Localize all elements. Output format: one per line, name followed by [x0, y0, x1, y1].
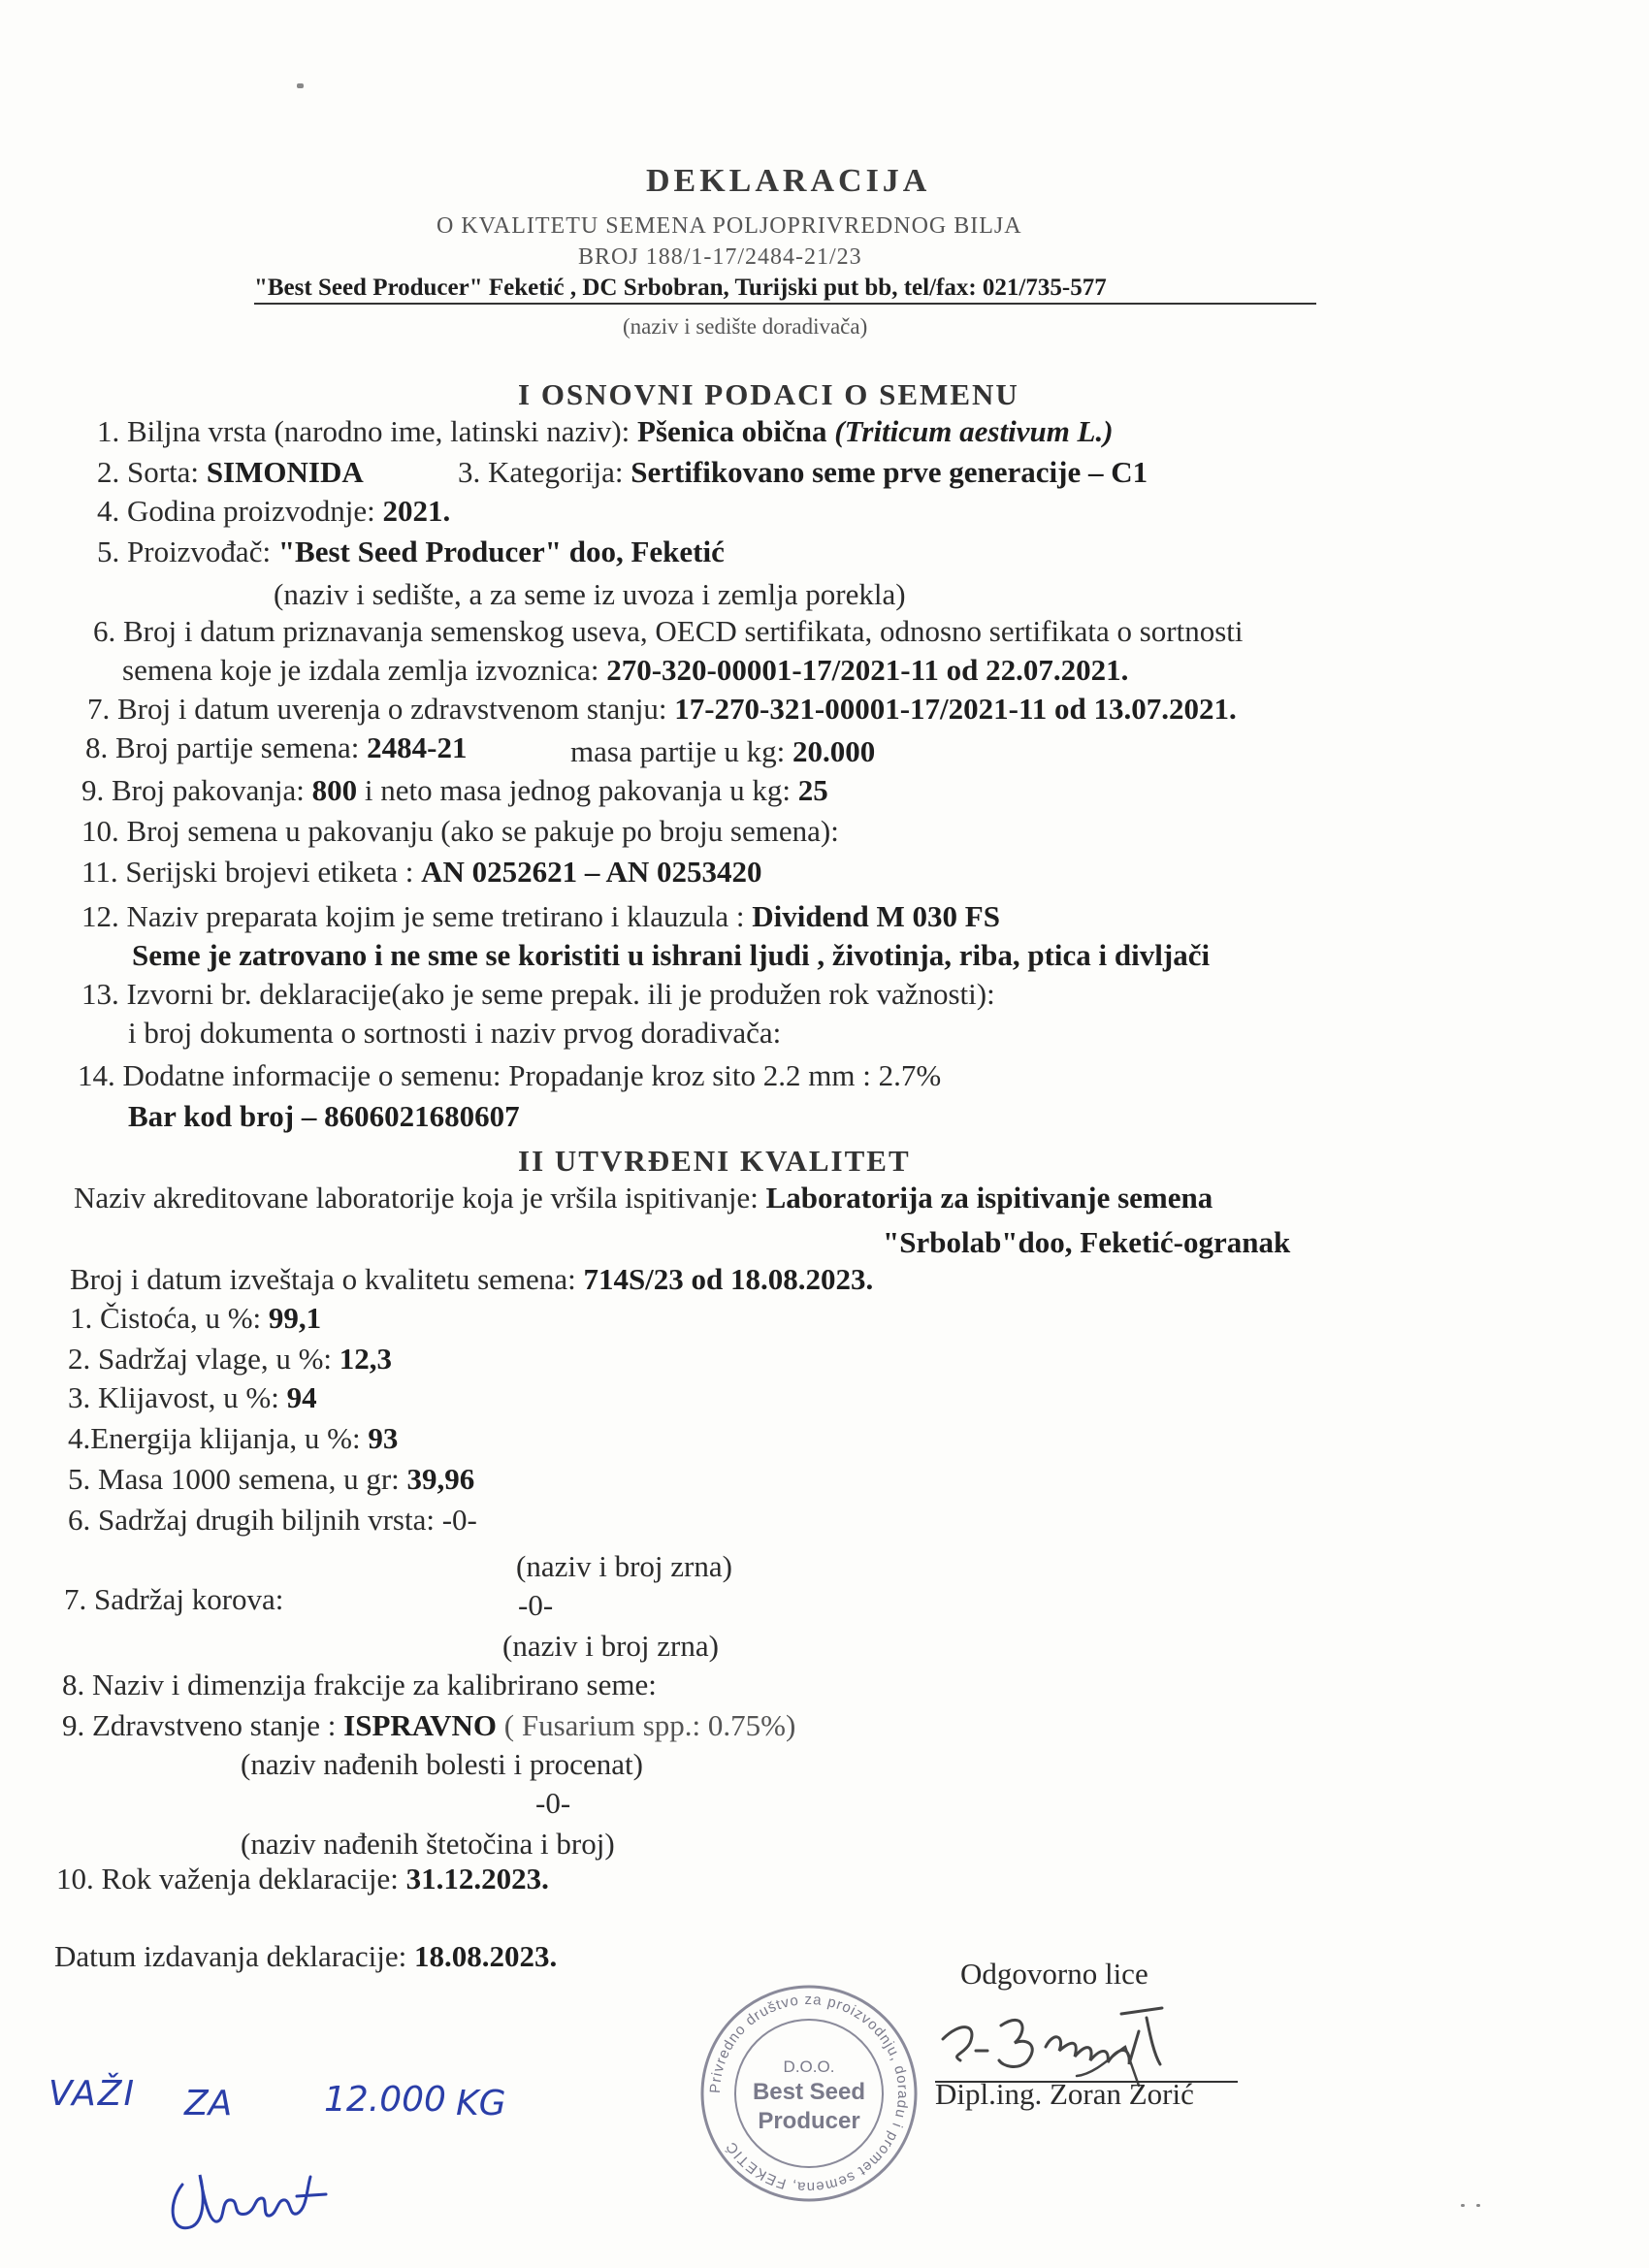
item9-mid: i neto masa jednog pakovanja u kg:	[357, 773, 798, 807]
item9-mass: 25	[797, 773, 828, 807]
q9	[62, 1707, 795, 1744]
item1-value: Pšenica obična	[637, 414, 835, 448]
q5-label: 5. Masa 1000 semena, u gr:	[68, 1462, 407, 1496]
responsible-name: Dipl.ing. Zoran Zorić	[935, 2077, 1194, 2111]
handwritten-note-kg: KG	[456, 2084, 506, 2123]
signature-graphic	[931, 1993, 1242, 2090]
item9	[81, 772, 828, 809]
item4-label: 4. Godina proizvodnje:	[97, 494, 383, 528]
q7: 7. Sadržaj korova:	[64, 1582, 284, 1616]
q5	[68, 1461, 474, 1498]
item5	[97, 534, 725, 570]
item5-caption: (naziv i sedište, a za seme iz uvoza i zemlja porekla)	[274, 577, 906, 611]
item7-label: 7. Broj i datum uverenja o zdravstvenom stanju:	[87, 692, 675, 726]
handwritten-note-amount: 12.000	[324, 2080, 446, 2120]
q9-extra: ( Fusarium spp.: 0.75%)	[497, 1708, 796, 1742]
stamp-ring-text: Privredno društvo za proizvodnju, doradu i promet semena, FEKETIĆ	[706, 1991, 912, 2196]
report	[70, 1261, 873, 1298]
handwritten-initials-graphic	[161, 2155, 355, 2243]
document-subtitle: O KVALITETU SEMENA POLJOPRIVREDNOG BILJA	[436, 213, 1022, 239]
report-value: 714S/23 od 18.08.2023.	[583, 1262, 874, 1296]
item9-value: 800	[311, 773, 358, 807]
report-label: Broj i datum izveštaja o kvalitetu semena:	[70, 1262, 584, 1296]
q2-value: 12,3	[339, 1342, 393, 1376]
declaration-number: BROJ 188/1-17/2484-21/23	[578, 244, 862, 270]
q10-label: 10. Rok važenja deklaracije:	[56, 1862, 406, 1895]
item4-value: 2021.	[382, 494, 451, 528]
item8-mass	[570, 733, 875, 770]
stamp-line3: Producer	[758, 2108, 860, 2134]
company-stamp	[695, 1979, 923, 2208]
q4-label: 4.Energija klijanja, u %:	[68, 1421, 369, 1455]
item6-line2	[122, 652, 1128, 689]
scan-speck	[1476, 2204, 1480, 2207]
handwritten-initials	[161, 2155, 355, 2243]
item8-mass-label: masa partije u kg:	[570, 734, 792, 768]
lab-value2: "Srbolab"doo, Feketić-ogranak	[883, 1225, 1291, 1259]
scan-speck	[297, 83, 304, 88]
section1-heading: I OSNOVNI PODACI O SEMENU	[518, 377, 1019, 411]
item3-label: 3. Kategorija:	[458, 455, 631, 489]
item14: 14. Dodatne informacije o semenu: Propadanje kroz sito 2.2 mm : 2.7%	[78, 1058, 942, 1092]
q9-value: ISPRAVNO	[343, 1708, 498, 1742]
q3-label: 3. Klijavost, u %:	[68, 1380, 287, 1414]
item1-label: 1. Biljna vrsta (narodno ime, latinski naziv):	[97, 414, 638, 448]
item12-label: 12. Naziv preparata kojim je seme tretirano i klauzula :	[81, 899, 753, 933]
item5-label: 5. Proizvođač:	[97, 535, 278, 568]
q3-value: 94	[286, 1380, 317, 1414]
issue-value: 18.08.2023.	[413, 1939, 558, 1973]
item11-value: AN 0252621 – AN 0253420	[421, 855, 762, 889]
q2	[68, 1341, 392, 1377]
q6: 6. Sadržaj drugih biljnih vrsta: -0-	[68, 1503, 477, 1537]
q3	[68, 1379, 317, 1416]
q9-caption2: (naziv nađenih štetočina i broj)	[241, 1827, 615, 1861]
item2-value: SIMONIDA	[206, 455, 364, 489]
q10	[56, 1861, 549, 1897]
lab-value1: Laboratorija za ispitivanje semena	[765, 1181, 1213, 1215]
item1	[97, 413, 1114, 450]
lab-line1	[74, 1180, 1212, 1216]
item2	[97, 454, 364, 491]
item3	[458, 454, 1148, 491]
q9-pest-value: -0-	[535, 1786, 571, 1820]
q1-label: 1. Čistoća, u %:	[70, 1301, 269, 1335]
item8-mass-value: 20.000	[792, 734, 876, 768]
item14-barcode: Bar kod broj – 8606021680607	[128, 1099, 520, 1133]
q2-label: 2. Sadržaj vlage, u %:	[68, 1342, 340, 1376]
item10: 10. Broj semena u pakovanju (ako se pakuje po broju semena):	[81, 814, 839, 848]
signature	[931, 1993, 1242, 2090]
item12	[81, 898, 1000, 935]
item2-label: 2. Sorta:	[97, 455, 207, 489]
item12-warning: Seme je zatrovano i ne sme se koristiti u ishrani ljudi , životinja, riba, ptica i divljači	[132, 938, 1211, 972]
item13-line2: i broj dokumenta o sortnosti i naziv prvog doradivača:	[128, 1016, 782, 1050]
stamp-line1: D.O.O.	[783, 2057, 835, 2076]
q5-value: 39,96	[406, 1462, 475, 1496]
item11-label: 11. Serijski brojevi etiketa :	[81, 855, 422, 889]
q6-caption: (naziv i broj zrna)	[516, 1549, 732, 1583]
item7-value: 17-270-321-00001-17/2021-11 od 13.07.2021.	[674, 692, 1237, 726]
q9-caption1: (naziv nađenih bolesti i procenat)	[241, 1747, 643, 1781]
item4	[97, 493, 450, 530]
lab-label: Naziv akreditovane laboratorije koja je vršila ispitivanje:	[74, 1181, 766, 1215]
q1	[70, 1300, 321, 1337]
item6-line1: 6. Broj i datum priznavanja semenskog useva, OECD sertifikata, odnosno sertifikata o sortnosti	[93, 614, 1244, 648]
item8	[85, 729, 467, 766]
item1-latin: (Triticum aestivum L.)	[834, 414, 1114, 448]
issue-date	[54, 1938, 557, 1975]
document-title: DEKLARACIJA	[646, 163, 931, 199]
q1-value: 99,1	[268, 1301, 322, 1335]
q4-value: 93	[368, 1421, 399, 1455]
producer-line: "Best Seed Producer" Feketić , DC Srbobran, Turijski put bb, tel/fax: 021/735-577	[254, 275, 1107, 301]
stamp-graphic	[695, 1979, 923, 2208]
section2-heading: II UTVRĐENI KVALITET	[518, 1144, 911, 1178]
item9-label: 9. Broj pakovanja:	[81, 773, 312, 807]
q9-label: 9. Zdravstveno stanje :	[62, 1708, 344, 1742]
item12-value: Dividend M 030 FS	[752, 899, 1000, 933]
issue-label: Datum izdavanja deklaracije:	[54, 1939, 414, 1973]
q7-caption: (naziv i broj zrna)	[502, 1629, 719, 1663]
item3-value: Sertifikovano seme prve generacije – C1	[630, 455, 1148, 489]
item7	[87, 691, 1237, 728]
q4	[68, 1420, 398, 1457]
handwritten-note-vazi: VAŽI	[48, 2074, 137, 2114]
item6-value: 270-320-00001-17/2021-11 od 22.07.2021.	[606, 653, 1129, 687]
producer-caption: (naziv i sedište doradivača)	[623, 314, 868, 339]
q10-value: 31.12.2023.	[405, 1862, 549, 1895]
item6-label: semena koje je izdala zemlja izvoznica:	[122, 653, 607, 687]
q7-value: -0-	[518, 1588, 554, 1622]
responsible-label: Odgovorno lice	[960, 1957, 1148, 1991]
item8-value: 2484-21	[367, 730, 468, 764]
handwritten-note-za: ZA	[184, 2084, 233, 2123]
q8: 8. Naziv i dimenzija frakcije za kalibrirano seme:	[62, 1668, 657, 1701]
producer-underline	[254, 303, 1316, 305]
stamp-line2: Best Seed	[752, 2079, 866, 2105]
item13-line1: 13. Izvorni br. deklaracije(ako je seme prepak. ili je produžen rok važnosti):	[81, 977, 995, 1011]
item5-value: "Best Seed Producer" doo, Feketić	[277, 535, 725, 568]
item11	[81, 854, 761, 891]
item8-label: 8. Broj partije semena:	[85, 730, 368, 764]
scan-speck	[1461, 2204, 1465, 2207]
